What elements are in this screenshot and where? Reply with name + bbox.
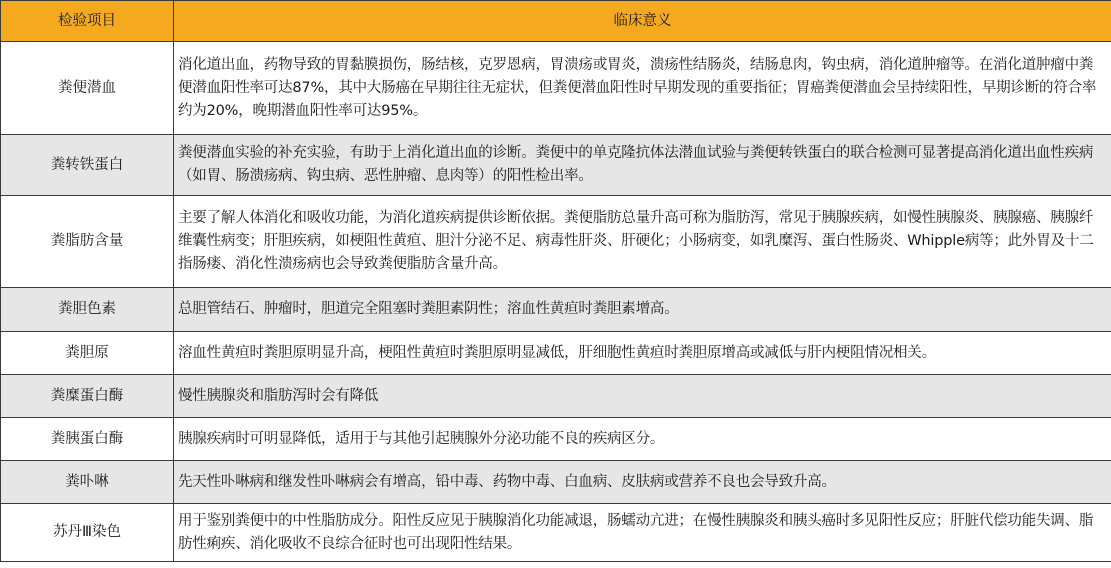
row-meaning: 总胆管结石、肿瘤时，胆道完全阻塞时粪胆素阴性；溶血性黄疸时粪胆素增高。 — [174, 288, 1111, 332]
table-row — [1, 196, 1111, 288]
table-header — [1, 1, 1111, 42]
row-meaning: 先天性卟啉病和继发性卟啉病会有增高，铅中毒、药物中毒、白血病、皮肤病或营养不良也会导致升高。 — [174, 461, 1111, 504]
header-clinical-meaning: 临床意义 — [174, 1, 1111, 42]
row-item-name: 粪胰蛋白酶 — [1, 418, 174, 461]
row-meaning: 用于鉴别粪便中的中性脂肪成分。阳性反应见于胰腺消化功能减退，肠蠕动亢进；在慢性胰腺炎和胰头癌时多见阳性反应；肝脏代偿功能失调、脂肪性痢疾、消化吸收不良综合征时也可出现阳性结果。 — [174, 504, 1111, 562]
row-meaning: 胰腺疾病时可明显降低，适用于与其他引起胰腺外分泌功能不良的疾病区分。 — [174, 418, 1111, 461]
row-meaning: 慢性胰腺炎和脂肪泻时会有降低 — [174, 375, 1111, 418]
header-test-item: 检验项目 — [1, 1, 174, 42]
row-meaning: 粪便潜血实验的补充实验，有助于上消化道出血的诊断。粪便中的单克隆抗体法潜血试验与粪便转铁蛋白的联合检测可显著提高消化道出血性疾病（如胃、肠溃疡病、钩虫病、恶性肿瘤、息肉等）的阳性检出率。 — [174, 135, 1111, 196]
table-row — [1, 418, 1111, 461]
row-item-name: 粪胆色素 — [1, 288, 174, 332]
row-item-name: 粪脂肪含量 — [1, 196, 174, 288]
table-row — [1, 332, 1111, 375]
row-item-name: 苏丹Ⅲ染色 — [1, 504, 174, 562]
table-row — [1, 42, 1111, 135]
row-item-name: 粪卟啉 — [1, 461, 174, 504]
table-body — [1, 42, 1111, 562]
row-meaning: 主要了解人体消化和吸收功能，为消化道疾病提供诊断依据。粪便脂肪总量升高可称为脂肪泻，常见于胰腺疾病，如慢性胰腺炎、胰腺癌、胰腺纤维囊性病变；肝胆疾病，如梗阻性黄疸、胆汁分泌不足、病毒性肝炎、肝硬化；小肠病变，如乳糜泻、蛋白性肠炎、Whipple病等；此外胃及十二指肠瘘、消化性溃疡病也会导致粪便脂肪含量升高。 — [174, 196, 1111, 288]
table-row — [1, 375, 1111, 418]
table-row — [1, 288, 1111, 332]
row-item-name: 粪转铁蛋白 — [1, 135, 174, 196]
row-item-name: 粪便潜血 — [1, 42, 174, 135]
table-row — [1, 504, 1111, 562]
table-row — [1, 135, 1111, 196]
row-item-name: 粪胆原 — [1, 332, 174, 375]
row-item-name: 粪糜蛋白酶 — [1, 375, 174, 418]
table-row — [1, 461, 1111, 504]
row-meaning: 溶血性黄疸时粪胆原明显升高，梗阻性黄疸时粪胆原明显减低，肝细胞性黄疸时粪胆原增高或减低与肝内梗阻情况相关。 — [174, 332, 1111, 375]
row-meaning: 消化道出血，药物导致的胃黏膜损伤，肠结核，克罗恩病，胃溃疡或胃炎，溃疡性结肠炎，结肠息肉，钩虫病，消化道肿瘤等。在消化道肿瘤中粪便潜血阳性率可达87%，其中大肠癌在早期往往无症状，但粪便潜血阳性时早期发现的重要指征；胃癌粪便潜血会呈持续阳性，早期诊断的符合率约为20%，晚期潜血阳性率可达95%。 — [174, 42, 1111, 135]
header-row — [1, 1, 1111, 42]
